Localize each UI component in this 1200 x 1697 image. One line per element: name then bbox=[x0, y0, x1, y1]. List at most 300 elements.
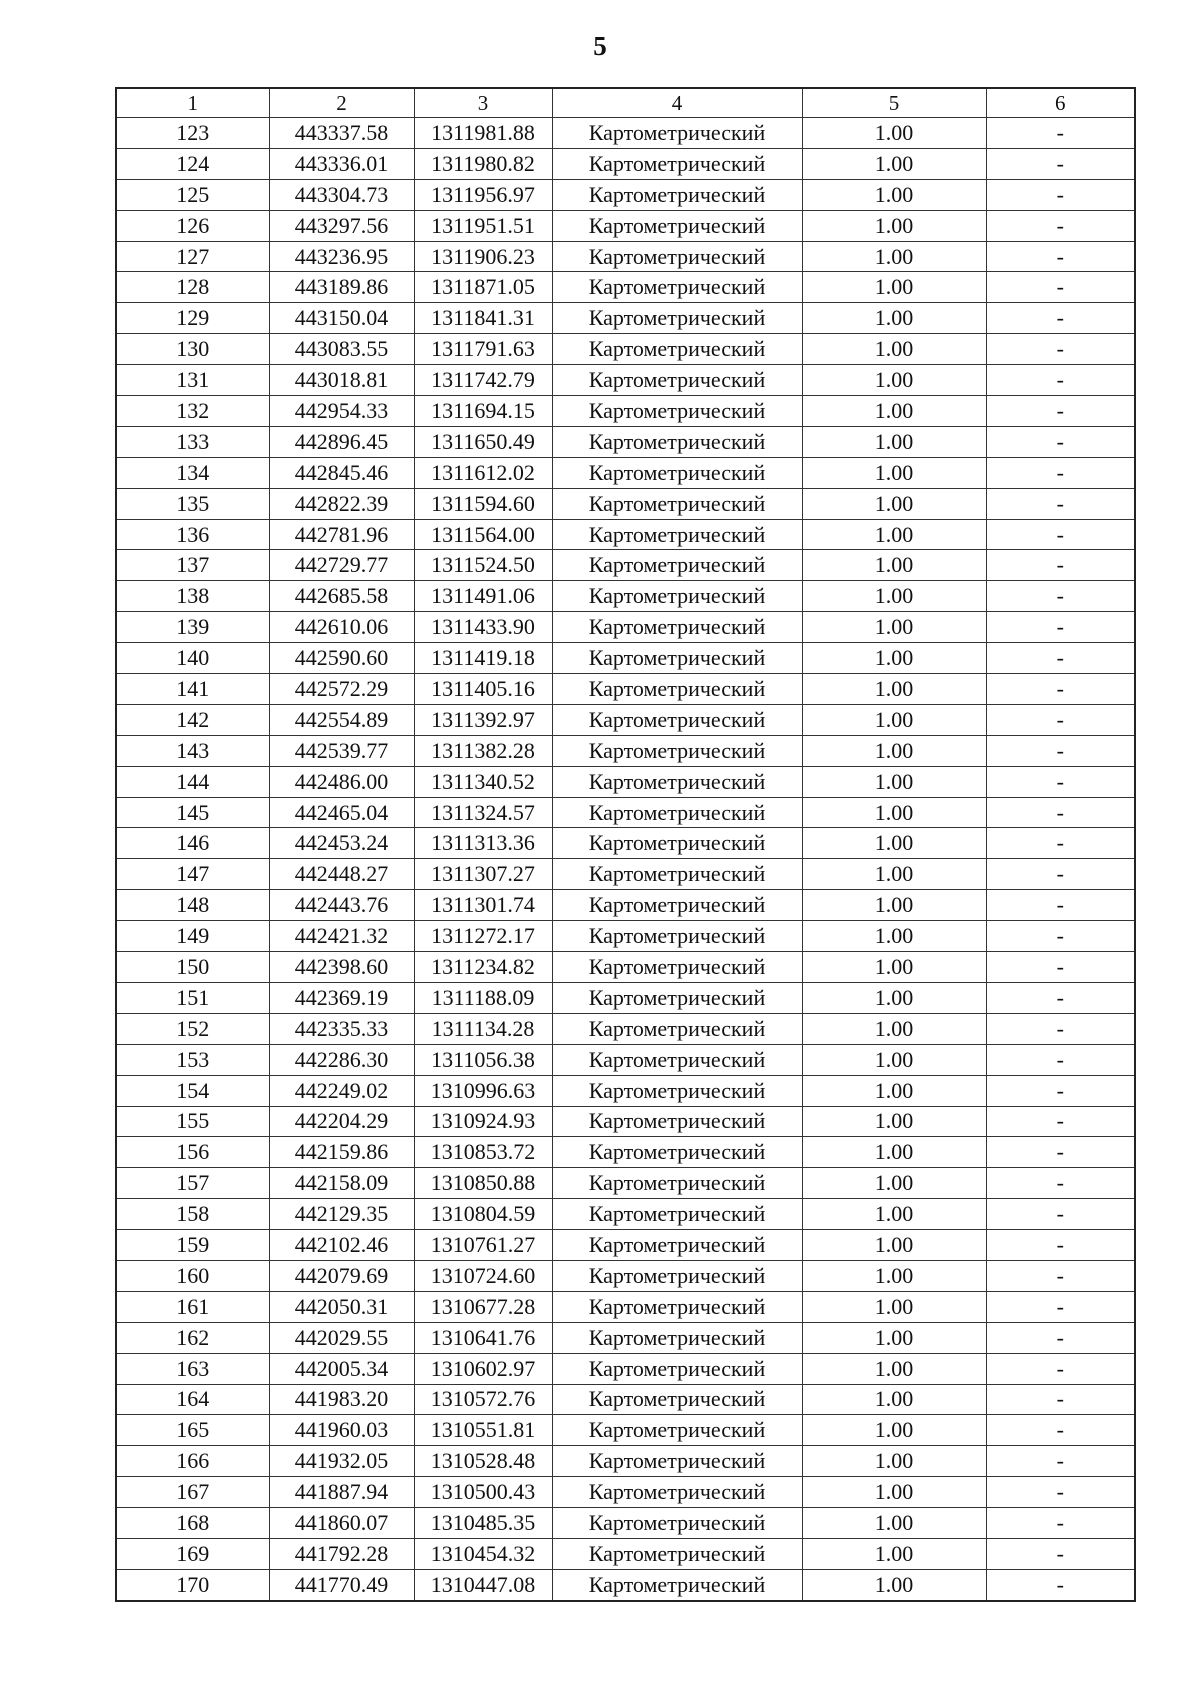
x-coordinate-cell: 441770.49 bbox=[269, 1569, 414, 1600]
point-number-cell: 125 bbox=[116, 179, 269, 210]
x-coordinate-cell: 441983.20 bbox=[269, 1384, 414, 1415]
description-cell: - bbox=[986, 797, 1135, 828]
x-coordinate-cell: 442685.58 bbox=[269, 581, 414, 612]
x-coordinate-cell: 442249.02 bbox=[269, 1075, 414, 1106]
method-cell: Картометрический bbox=[552, 1168, 802, 1199]
table-row bbox=[116, 210, 1135, 241]
x-coordinate-cell: 443304.73 bbox=[269, 179, 414, 210]
table-row bbox=[116, 952, 1135, 983]
header-row bbox=[116, 88, 1135, 118]
point-number-cell: 127 bbox=[116, 241, 269, 272]
y-coordinate-cell: 1311791.63 bbox=[414, 334, 552, 365]
y-coordinate-cell: 1311694.15 bbox=[414, 396, 552, 427]
table-row bbox=[116, 1230, 1135, 1261]
y-coordinate-cell: 1311564.00 bbox=[414, 519, 552, 550]
table-row bbox=[116, 735, 1135, 766]
y-coordinate-cell: 1311307.27 bbox=[414, 859, 552, 890]
accuracy-cell: 1.00 bbox=[802, 1538, 986, 1569]
x-coordinate-cell: 442158.09 bbox=[269, 1168, 414, 1199]
x-coordinate-cell: 443189.86 bbox=[269, 272, 414, 303]
accuracy-cell: 1.00 bbox=[802, 735, 986, 766]
x-coordinate-cell: 443018.81 bbox=[269, 365, 414, 396]
description-cell: - bbox=[986, 643, 1135, 674]
accuracy-cell: 1.00 bbox=[802, 457, 986, 488]
table-row bbox=[116, 1538, 1135, 1569]
accuracy-cell: 1.00 bbox=[802, 890, 986, 921]
accuracy-cell: 1.00 bbox=[802, 1199, 986, 1230]
accuracy-cell: 1.00 bbox=[802, 1353, 986, 1384]
method-cell: Картометрический bbox=[552, 828, 802, 859]
method-cell: Картометрический bbox=[552, 1538, 802, 1569]
method-cell: Картометрический bbox=[552, 1322, 802, 1353]
point-number-cell: 133 bbox=[116, 426, 269, 457]
accuracy-cell: 1.00 bbox=[802, 272, 986, 303]
description-cell: - bbox=[986, 272, 1135, 303]
x-coordinate-cell: 442005.34 bbox=[269, 1353, 414, 1384]
method-cell: Картометрический bbox=[552, 1353, 802, 1384]
point-number-cell: 169 bbox=[116, 1538, 269, 1569]
table-body bbox=[116, 118, 1135, 1601]
description-cell: - bbox=[986, 921, 1135, 952]
accuracy-cell: 1.00 bbox=[802, 643, 986, 674]
x-coordinate-cell: 442129.35 bbox=[269, 1199, 414, 1230]
description-cell: - bbox=[986, 1538, 1135, 1569]
y-coordinate-cell: 1310850.88 bbox=[414, 1168, 552, 1199]
accuracy-cell: 1.00 bbox=[802, 1446, 986, 1477]
x-coordinate-cell: 441960.03 bbox=[269, 1415, 414, 1446]
accuracy-cell: 1.00 bbox=[802, 1415, 986, 1446]
description-cell: - bbox=[986, 519, 1135, 550]
x-coordinate-cell: 441792.28 bbox=[269, 1538, 414, 1569]
accuracy-cell: 1.00 bbox=[802, 1508, 986, 1539]
x-coordinate-cell: 443150.04 bbox=[269, 303, 414, 334]
y-coordinate-cell: 1310677.28 bbox=[414, 1291, 552, 1322]
point-number-cell: 155 bbox=[116, 1106, 269, 1137]
table-row bbox=[116, 643, 1135, 674]
accuracy-cell: 1.00 bbox=[802, 1477, 986, 1508]
point-number-cell: 150 bbox=[116, 952, 269, 983]
point-number-cell: 162 bbox=[116, 1322, 269, 1353]
table-row bbox=[116, 674, 1135, 705]
table-row bbox=[116, 241, 1135, 272]
table-row bbox=[116, 488, 1135, 519]
method-cell: Картометрический bbox=[552, 766, 802, 797]
x-coordinate-cell: 442369.19 bbox=[269, 982, 414, 1013]
y-coordinate-cell: 1311405.16 bbox=[414, 674, 552, 705]
y-coordinate-cell: 1311392.97 bbox=[414, 704, 552, 735]
coordinates-table bbox=[115, 87, 1136, 1602]
x-coordinate-cell: 443297.56 bbox=[269, 210, 414, 241]
x-coordinate-cell: 442448.27 bbox=[269, 859, 414, 890]
point-number-cell: 164 bbox=[116, 1384, 269, 1415]
point-number-cell: 124 bbox=[116, 148, 269, 179]
point-number-cell: 170 bbox=[116, 1569, 269, 1600]
accuracy-cell: 1.00 bbox=[802, 426, 986, 457]
y-coordinate-cell: 1311742.79 bbox=[414, 365, 552, 396]
table-row bbox=[116, 303, 1135, 334]
description-cell: - bbox=[986, 1106, 1135, 1137]
method-cell: Картометрический bbox=[552, 982, 802, 1013]
description-cell: - bbox=[986, 241, 1135, 272]
point-number-cell: 134 bbox=[116, 457, 269, 488]
x-coordinate-cell: 442729.77 bbox=[269, 550, 414, 581]
x-coordinate-cell: 443336.01 bbox=[269, 148, 414, 179]
x-coordinate-cell: 442453.24 bbox=[269, 828, 414, 859]
accuracy-cell: 1.00 bbox=[802, 396, 986, 427]
accuracy-cell: 1.00 bbox=[802, 148, 986, 179]
method-cell: Картометрический bbox=[552, 550, 802, 581]
description-cell: - bbox=[986, 1291, 1135, 1322]
y-coordinate-cell: 1310804.59 bbox=[414, 1199, 552, 1230]
point-number-cell: 168 bbox=[116, 1508, 269, 1539]
point-number-cell: 147 bbox=[116, 859, 269, 890]
x-coordinate-cell: 442465.04 bbox=[269, 797, 414, 828]
x-coordinate-cell: 442845.46 bbox=[269, 457, 414, 488]
x-coordinate-cell: 442954.33 bbox=[269, 396, 414, 427]
table-row bbox=[116, 859, 1135, 890]
column-header-6: 6 bbox=[986, 88, 1135, 118]
method-cell: Картометрический bbox=[552, 859, 802, 890]
table-row bbox=[116, 1013, 1135, 1044]
x-coordinate-cell: 442286.30 bbox=[269, 1044, 414, 1075]
point-number-cell: 153 bbox=[116, 1044, 269, 1075]
column-header-3: 3 bbox=[414, 88, 552, 118]
point-number-cell: 132 bbox=[116, 396, 269, 427]
accuracy-cell: 1.00 bbox=[802, 1260, 986, 1291]
method-cell: Картометрический bbox=[552, 488, 802, 519]
description-cell: - bbox=[986, 1199, 1135, 1230]
table-row bbox=[116, 921, 1135, 952]
accuracy-cell: 1.00 bbox=[802, 1137, 986, 1168]
point-number-cell: 146 bbox=[116, 828, 269, 859]
table-row bbox=[116, 272, 1135, 303]
x-coordinate-cell: 442590.60 bbox=[269, 643, 414, 674]
table-row bbox=[116, 334, 1135, 365]
point-number-cell: 157 bbox=[116, 1168, 269, 1199]
description-cell: - bbox=[986, 674, 1135, 705]
x-coordinate-cell: 442029.55 bbox=[269, 1322, 414, 1353]
point-number-cell: 140 bbox=[116, 643, 269, 674]
page-number: 5 bbox=[593, 31, 607, 61]
accuracy-cell: 1.00 bbox=[802, 1569, 986, 1600]
method-cell: Картометрический bbox=[552, 1013, 802, 1044]
y-coordinate-cell: 1311981.88 bbox=[414, 118, 552, 149]
description-cell: - bbox=[986, 396, 1135, 427]
point-number-cell: 136 bbox=[116, 519, 269, 550]
y-coordinate-cell: 1311056.38 bbox=[414, 1044, 552, 1075]
y-coordinate-cell: 1311906.23 bbox=[414, 241, 552, 272]
table-row bbox=[116, 704, 1135, 735]
accuracy-cell: 1.00 bbox=[802, 334, 986, 365]
y-coordinate-cell: 1311612.02 bbox=[414, 457, 552, 488]
accuracy-cell: 1.00 bbox=[802, 303, 986, 334]
accuracy-cell: 1.00 bbox=[802, 179, 986, 210]
point-number-cell: 149 bbox=[116, 921, 269, 952]
description-cell: - bbox=[986, 210, 1135, 241]
y-coordinate-cell: 1310602.97 bbox=[414, 1353, 552, 1384]
y-coordinate-cell: 1310572.76 bbox=[414, 1384, 552, 1415]
y-coordinate-cell: 1311650.49 bbox=[414, 426, 552, 457]
y-coordinate-cell: 1311491.06 bbox=[414, 581, 552, 612]
description-cell: - bbox=[986, 1230, 1135, 1261]
point-number-cell: 158 bbox=[116, 1199, 269, 1230]
method-cell: Картометрический bbox=[552, 1260, 802, 1291]
accuracy-cell: 1.00 bbox=[802, 612, 986, 643]
description-cell: - bbox=[986, 766, 1135, 797]
description-cell: - bbox=[986, 704, 1135, 735]
point-number-cell: 159 bbox=[116, 1230, 269, 1261]
point-number-cell: 163 bbox=[116, 1353, 269, 1384]
point-number-cell: 161 bbox=[116, 1291, 269, 1322]
description-cell: - bbox=[986, 1137, 1135, 1168]
table-row bbox=[116, 1446, 1135, 1477]
y-coordinate-cell: 1311382.28 bbox=[414, 735, 552, 766]
y-coordinate-cell: 1311980.82 bbox=[414, 148, 552, 179]
y-coordinate-cell: 1310500.43 bbox=[414, 1477, 552, 1508]
point-number-cell: 145 bbox=[116, 797, 269, 828]
point-number-cell: 160 bbox=[116, 1260, 269, 1291]
y-coordinate-cell: 1311433.90 bbox=[414, 612, 552, 643]
point-number-cell: 139 bbox=[116, 612, 269, 643]
description-cell: - bbox=[986, 890, 1135, 921]
x-coordinate-cell: 442159.86 bbox=[269, 1137, 414, 1168]
point-number-cell: 138 bbox=[116, 581, 269, 612]
description-cell: - bbox=[986, 365, 1135, 396]
x-coordinate-cell: 442204.29 bbox=[269, 1106, 414, 1137]
table-row bbox=[116, 828, 1135, 859]
accuracy-cell: 1.00 bbox=[802, 365, 986, 396]
accuracy-cell: 1.00 bbox=[802, 921, 986, 952]
table-row bbox=[116, 148, 1135, 179]
point-number-cell: 137 bbox=[116, 550, 269, 581]
x-coordinate-cell: 442539.77 bbox=[269, 735, 414, 766]
accuracy-cell: 1.00 bbox=[802, 1291, 986, 1322]
method-cell: Картометрический bbox=[552, 581, 802, 612]
y-coordinate-cell: 1310641.76 bbox=[414, 1322, 552, 1353]
accuracy-cell: 1.00 bbox=[802, 1106, 986, 1137]
y-coordinate-cell: 1311524.50 bbox=[414, 550, 552, 581]
x-coordinate-cell: 443337.58 bbox=[269, 118, 414, 149]
point-number-cell: 166 bbox=[116, 1446, 269, 1477]
method-cell: Картометрический bbox=[552, 890, 802, 921]
accuracy-cell: 1.00 bbox=[802, 1322, 986, 1353]
table-row bbox=[116, 550, 1135, 581]
y-coordinate-cell: 1310528.48 bbox=[414, 1446, 552, 1477]
table-header bbox=[116, 88, 1135, 118]
method-cell: Картометрический bbox=[552, 704, 802, 735]
accuracy-cell: 1.00 bbox=[802, 952, 986, 983]
accuracy-cell: 1.00 bbox=[802, 519, 986, 550]
method-cell: Картометрический bbox=[552, 1415, 802, 1446]
x-coordinate-cell: 442102.46 bbox=[269, 1230, 414, 1261]
table-row bbox=[116, 1353, 1135, 1384]
x-coordinate-cell: 441932.05 bbox=[269, 1446, 414, 1477]
y-coordinate-cell: 1310485.35 bbox=[414, 1508, 552, 1539]
table-row bbox=[116, 612, 1135, 643]
method-cell: Картометрический bbox=[552, 457, 802, 488]
y-coordinate-cell: 1310454.32 bbox=[414, 1538, 552, 1569]
column-header-4: 4 bbox=[552, 88, 802, 118]
x-coordinate-cell: 442896.45 bbox=[269, 426, 414, 457]
table-row bbox=[116, 365, 1135, 396]
description-cell: - bbox=[986, 1075, 1135, 1106]
method-cell: Картометрический bbox=[552, 519, 802, 550]
description-cell: - bbox=[986, 1013, 1135, 1044]
point-number-cell: 131 bbox=[116, 365, 269, 396]
x-coordinate-cell: 442486.00 bbox=[269, 766, 414, 797]
method-cell: Картометрический bbox=[552, 674, 802, 705]
method-cell: Картометрический bbox=[552, 1230, 802, 1261]
method-cell: Картометрический bbox=[552, 241, 802, 272]
x-coordinate-cell: 442335.33 bbox=[269, 1013, 414, 1044]
description-cell: - bbox=[986, 334, 1135, 365]
column-header-1: 1 bbox=[116, 88, 269, 118]
y-coordinate-cell: 1311272.17 bbox=[414, 921, 552, 952]
y-coordinate-cell: 1311419.18 bbox=[414, 643, 552, 674]
accuracy-cell: 1.00 bbox=[802, 828, 986, 859]
accuracy-cell: 1.00 bbox=[802, 210, 986, 241]
description-cell: - bbox=[986, 457, 1135, 488]
accuracy-cell: 1.00 bbox=[802, 1168, 986, 1199]
point-number-cell: 167 bbox=[116, 1477, 269, 1508]
point-number-cell: 148 bbox=[116, 890, 269, 921]
description-cell: - bbox=[986, 1384, 1135, 1415]
method-cell: Картометрический bbox=[552, 303, 802, 334]
table-row bbox=[116, 1569, 1135, 1600]
table-row bbox=[116, 1075, 1135, 1106]
method-cell: Картометрический bbox=[552, 1137, 802, 1168]
table-row bbox=[116, 1415, 1135, 1446]
point-number-cell: 165 bbox=[116, 1415, 269, 1446]
table-row bbox=[116, 426, 1135, 457]
table-row bbox=[116, 982, 1135, 1013]
accuracy-cell: 1.00 bbox=[802, 1013, 986, 1044]
point-number-cell: 144 bbox=[116, 766, 269, 797]
method-cell: Картометрический bbox=[552, 1291, 802, 1322]
description-cell: - bbox=[986, 1260, 1135, 1291]
point-number-cell: 151 bbox=[116, 982, 269, 1013]
description-cell: - bbox=[986, 1446, 1135, 1477]
y-coordinate-cell: 1310996.63 bbox=[414, 1075, 552, 1106]
x-coordinate-cell: 442079.69 bbox=[269, 1260, 414, 1291]
y-coordinate-cell: 1310924.93 bbox=[414, 1106, 552, 1137]
y-coordinate-cell: 1311313.36 bbox=[414, 828, 552, 859]
x-coordinate-cell: 442421.32 bbox=[269, 921, 414, 952]
table-row bbox=[116, 1199, 1135, 1230]
method-cell: Картометрический bbox=[552, 612, 802, 643]
point-number-cell: 128 bbox=[116, 272, 269, 303]
accuracy-cell: 1.00 bbox=[802, 704, 986, 735]
accuracy-cell: 1.00 bbox=[802, 1384, 986, 1415]
method-cell: Картометрический bbox=[552, 148, 802, 179]
method-cell: Картометрический bbox=[552, 1569, 802, 1600]
accuracy-cell: 1.00 bbox=[802, 797, 986, 828]
description-cell: - bbox=[986, 148, 1135, 179]
method-cell: Картометрический bbox=[552, 1199, 802, 1230]
y-coordinate-cell: 1310853.72 bbox=[414, 1137, 552, 1168]
method-cell: Картометрический bbox=[552, 179, 802, 210]
y-coordinate-cell: 1311841.31 bbox=[414, 303, 552, 334]
method-cell: Картометрический bbox=[552, 396, 802, 427]
y-coordinate-cell: 1311951.51 bbox=[414, 210, 552, 241]
accuracy-cell: 1.00 bbox=[802, 550, 986, 581]
y-coordinate-cell: 1310447.08 bbox=[414, 1569, 552, 1600]
description-cell: - bbox=[986, 1415, 1135, 1446]
description-cell: - bbox=[986, 612, 1135, 643]
description-cell: - bbox=[986, 735, 1135, 766]
accuracy-cell: 1.00 bbox=[802, 1075, 986, 1106]
accuracy-cell: 1.00 bbox=[802, 118, 986, 149]
x-coordinate-cell: 442610.06 bbox=[269, 612, 414, 643]
point-number-cell: 141 bbox=[116, 674, 269, 705]
table-row bbox=[116, 519, 1135, 550]
point-number-cell: 142 bbox=[116, 704, 269, 735]
method-cell: Картометрический bbox=[552, 118, 802, 149]
table-row bbox=[116, 581, 1135, 612]
accuracy-cell: 1.00 bbox=[802, 766, 986, 797]
point-number-cell: 156 bbox=[116, 1137, 269, 1168]
method-cell: Картометрический bbox=[552, 210, 802, 241]
accuracy-cell: 1.00 bbox=[802, 982, 986, 1013]
point-number-cell: 129 bbox=[116, 303, 269, 334]
y-coordinate-cell: 1311234.82 bbox=[414, 952, 552, 983]
method-cell: Картометрический bbox=[552, 1044, 802, 1075]
table-row bbox=[116, 1044, 1135, 1075]
x-coordinate-cell: 442050.31 bbox=[269, 1291, 414, 1322]
y-coordinate-cell: 1310724.60 bbox=[414, 1260, 552, 1291]
method-cell: Картометрический bbox=[552, 797, 802, 828]
x-coordinate-cell: 442572.29 bbox=[269, 674, 414, 705]
x-coordinate-cell: 442398.60 bbox=[269, 952, 414, 983]
table-row bbox=[116, 457, 1135, 488]
point-number-cell: 123 bbox=[116, 118, 269, 149]
description-cell: - bbox=[986, 1508, 1135, 1539]
table-row bbox=[116, 1106, 1135, 1137]
point-number-cell: 152 bbox=[116, 1013, 269, 1044]
method-cell: Картометрический bbox=[552, 365, 802, 396]
table-row bbox=[116, 1477, 1135, 1508]
method-cell: Картометрический bbox=[552, 735, 802, 766]
y-coordinate-cell: 1311594.60 bbox=[414, 488, 552, 519]
x-coordinate-cell: 442781.96 bbox=[269, 519, 414, 550]
description-cell: - bbox=[986, 982, 1135, 1013]
point-number-cell: 126 bbox=[116, 210, 269, 241]
method-cell: Картометрический bbox=[552, 426, 802, 457]
method-cell: Картометрический bbox=[552, 921, 802, 952]
x-coordinate-cell: 441860.07 bbox=[269, 1508, 414, 1539]
description-cell: - bbox=[986, 1044, 1135, 1075]
y-coordinate-cell: 1311956.97 bbox=[414, 179, 552, 210]
column-header-2: 2 bbox=[269, 88, 414, 118]
table-row bbox=[116, 766, 1135, 797]
x-coordinate-cell: 442554.89 bbox=[269, 704, 414, 735]
accuracy-cell: 1.00 bbox=[802, 1044, 986, 1075]
table-row bbox=[116, 396, 1135, 427]
table-row bbox=[116, 1322, 1135, 1353]
description-cell: - bbox=[986, 550, 1135, 581]
method-cell: Картометрический bbox=[552, 1384, 802, 1415]
table-row bbox=[116, 1137, 1135, 1168]
table-row bbox=[116, 1291, 1135, 1322]
accuracy-cell: 1.00 bbox=[802, 581, 986, 612]
description-cell: - bbox=[986, 581, 1135, 612]
accuracy-cell: 1.00 bbox=[802, 859, 986, 890]
table-row bbox=[116, 1260, 1135, 1291]
description-cell: - bbox=[986, 828, 1135, 859]
x-coordinate-cell: 442822.39 bbox=[269, 488, 414, 519]
description-cell: - bbox=[986, 1477, 1135, 1508]
table-row bbox=[116, 179, 1135, 210]
